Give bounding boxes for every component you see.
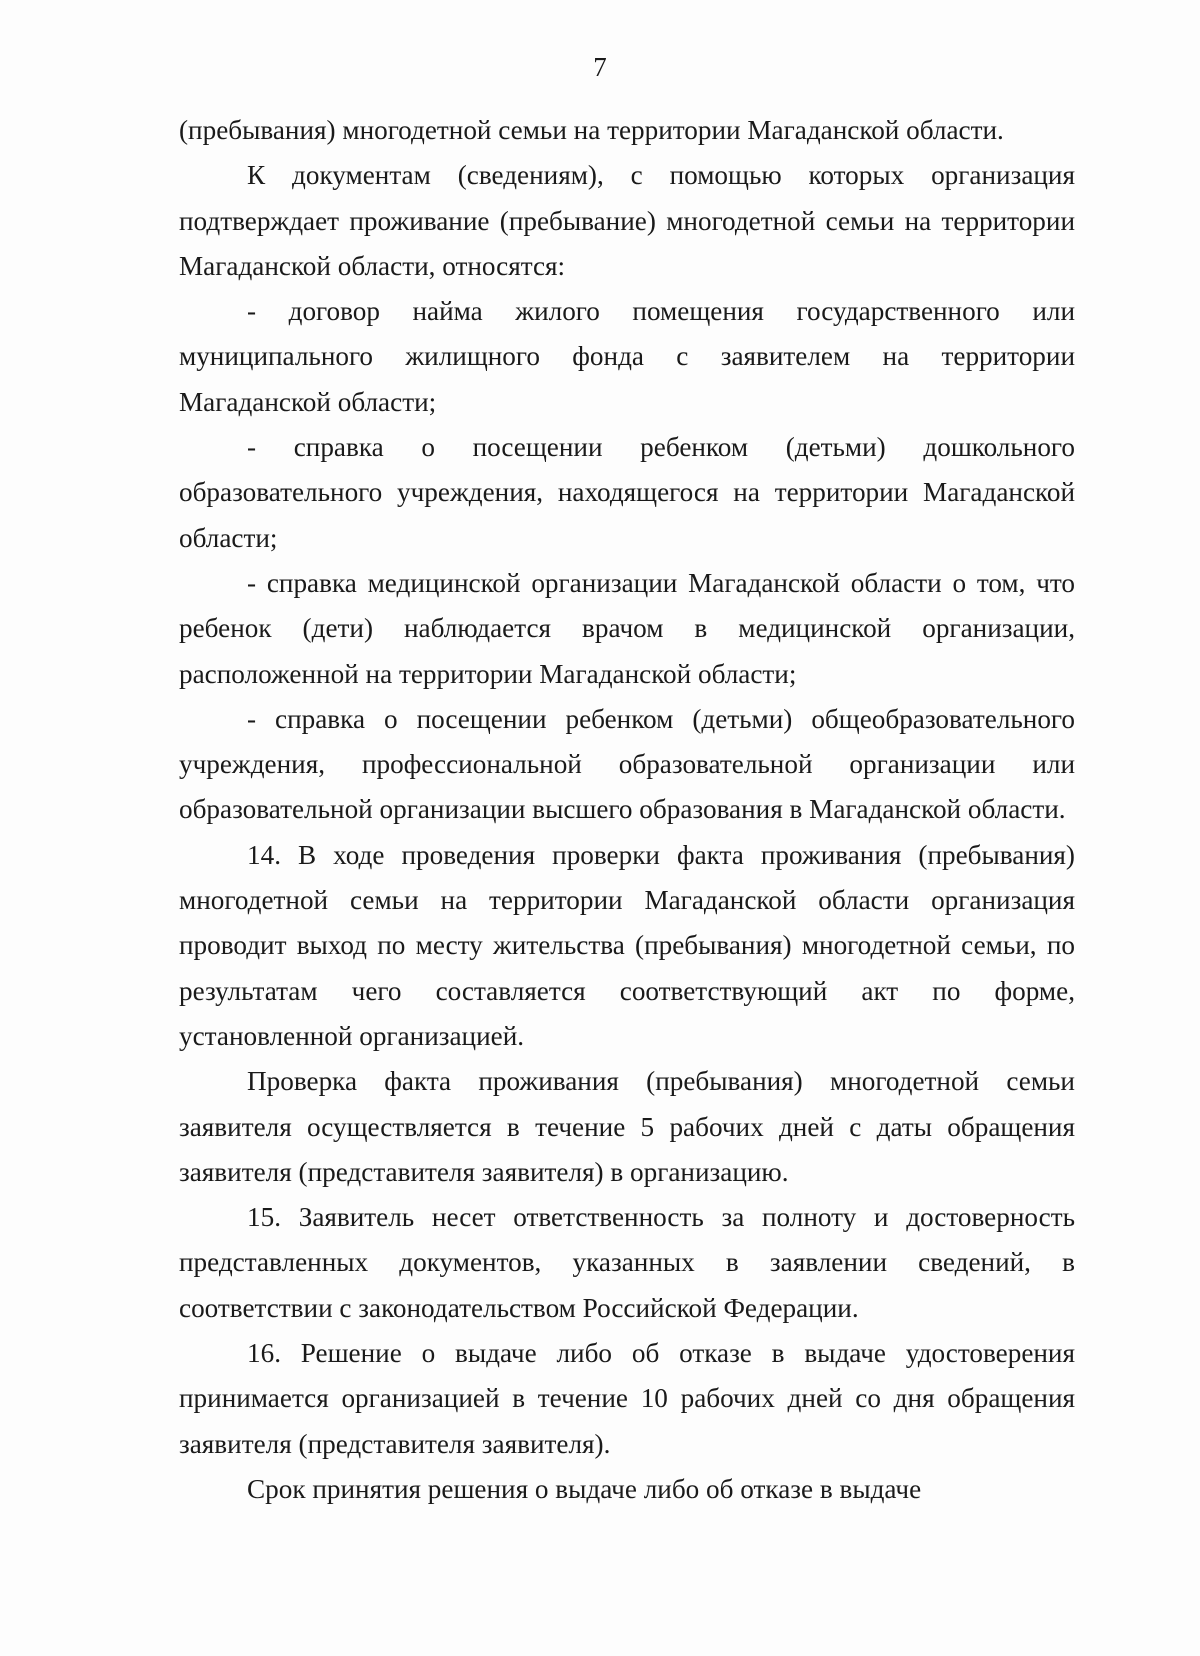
list-item: - договор найма жилого помещения государственного или муниципального жилищного фонда с заявителем на территории Магаданской области; <box>179 296 1075 417</box>
paragraph: 14. В ходе проведения проверки факта проживания (пребывания) многодетной семьи на территории Магаданской области организация проводит выход по месту жительства (пребывания) многодетной семьи, по результатам чего составляется соответствующий акт по форме, установленной организацией. <box>179 839 1075 1051</box>
paragraph: (пребывания) многодетной семьи на территории Магаданской области. <box>179 115 1004 145</box>
list-item: - справка медицинской организации Магаданской области о том, что ребенок (дети) наблюдается врачом в медицинской организации, расположенной на территории Магаданской области; <box>179 567 1075 689</box>
paragraph: Проверка факта проживания (пребывания) многодетной семьи заявителя осуществляется в течение 5 рабочих дней с даты обращения заявителя (представителя заявителя) в организацию. <box>179 1066 1075 1187</box>
list-item: - справка о посещении ребенком (детьми) дошкольного образовательного учреждения, находящегося на территории Магаданской области; <box>179 432 1075 553</box>
page-number: 7 <box>593 52 607 82</box>
paragraph: Срок принятия решения о выдаче либо об отказе в выдаче <box>247 1473 922 1504</box>
document-body <box>179 108 1075 1512</box>
paragraph: 15. Заявитель несет ответственность за полноту и достоверность представленных документов, указанных в заявлении сведений, в соответствии с законодательством Российской Федерации. <box>179 1202 1075 1323</box>
paragraph: К документам (сведениям), с помощью которых организация подтверждает проживание (пребывание) многодетной семьи на территории Магаданской области, относятся: <box>179 160 1075 281</box>
list-item: - справка о посещении ребенком (детьми) общеобразовательного учреждения, профессиональной образовательной организации или образовательной организации высшего образования в Магаданской области. <box>179 703 1075 825</box>
paragraph: 16. Решение о выдаче либо об отказе в выдаче удостоверения принимается организацией в течение 10 рабочих дней со дня обращения заявителя (представителя заявителя). <box>179 1338 1075 1459</box>
